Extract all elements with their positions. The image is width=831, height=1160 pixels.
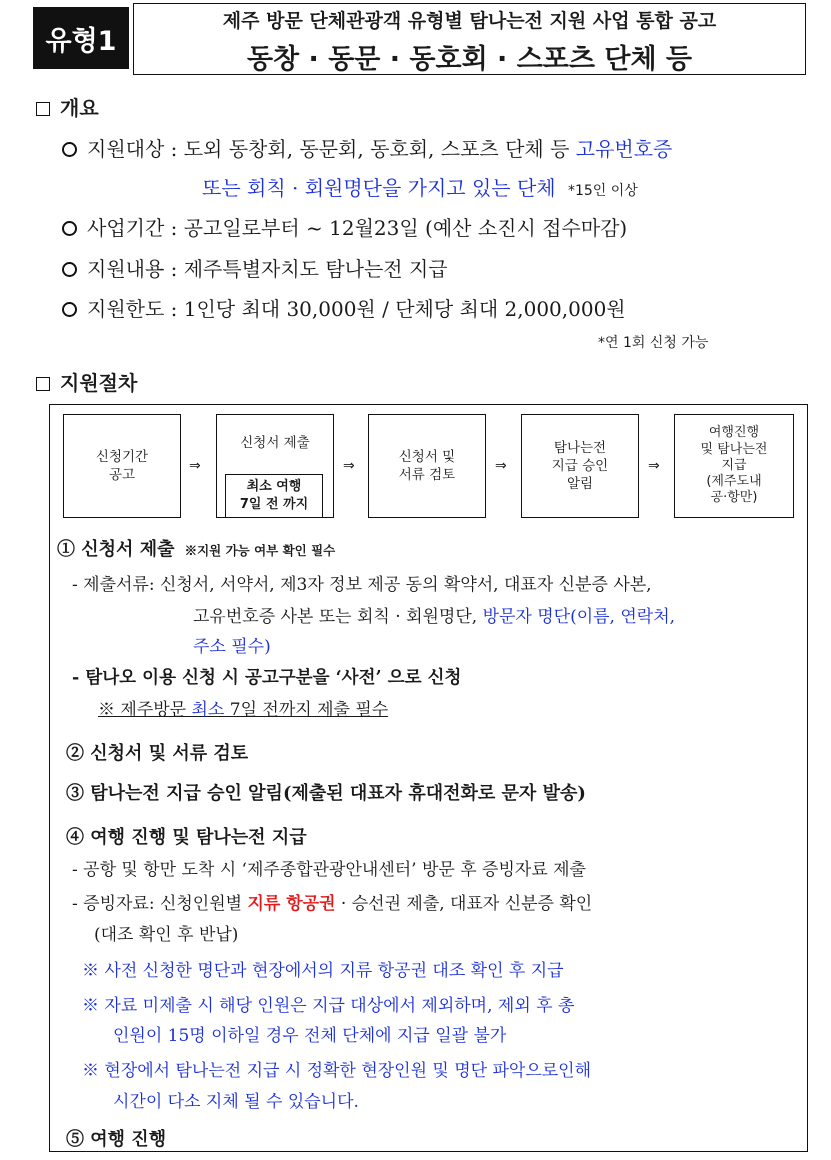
title-line2: 동창 · 동문 · 동호회 · 스포츠 단체 등 <box>246 44 693 75</box>
note3-line-a: ※ 현장에서 탐나는전 지급 시 정확한 현장인원 및 명단 파악으로인해 <box>82 1061 592 1081</box>
flow-step-4 <box>521 414 639 518</box>
target-highlight-a: 고유번호증 <box>575 137 673 161</box>
circle-bullet-icon <box>62 262 77 277</box>
step4-heading: ④ 여행 진행 및 탐나는전 지급 <box>66 827 307 848</box>
docs-line-b <box>193 602 675 627</box>
flow-step-2-label: 신청서 제출 <box>240 434 310 451</box>
step1-title: ① 신청서 제출 <box>57 539 175 560</box>
procedure-heading <box>36 367 137 396</box>
docs-line-b-blue: 방문자 명단(이름, 연락처, <box>482 607 676 627</box>
flow-step-2-sub-label: 최소 여행 7일 전 까지 <box>239 479 309 512</box>
square-bullet-icon <box>36 102 50 116</box>
content-text: 지원내용 : 제주특별자치도 탐나는전 지급 <box>87 257 448 281</box>
proof-line <box>72 889 592 914</box>
flow-step-1-label: 신청기간 공고 <box>95 448 149 483</box>
proof-text-b: · 승선권 제출, 대표자 신분증 확인 <box>335 894 593 914</box>
note3-line-b: 시간이 다소 지체 될 수 있습니다. <box>113 1092 359 1112</box>
step2-heading: ② 신청서 및 서류 검토 <box>66 743 249 764</box>
target-note: *15인 이상 <box>567 183 638 199</box>
flow-step-5-label: 여행진행 및 탐나는전 지급 (제주도내 공·항만) <box>700 425 768 506</box>
target-row-cont <box>202 172 638 201</box>
target-row <box>62 133 672 162</box>
note2-line-b: 인원이 15명 이하일 경우 전체 단체에 지급 일괄 불가 <box>113 1026 507 1046</box>
flow-step-2-sub <box>225 474 323 518</box>
step3-heading: ③ 탐나는전 지급 승인 알림(제출된 대표자 휴대전화로 문자 발송) <box>66 783 586 804</box>
proof-red: 지류 항공권 <box>247 894 336 914</box>
tamnao-line: - 탐나오 이용 신청 시 공고구분을 ‘사전’ 으로 신청 <box>72 668 462 688</box>
type-badge: 유형1 <box>33 7 129 69</box>
circle-bullet-icon <box>62 142 77 157</box>
docs-line-c: 주소 필수) <box>193 637 271 657</box>
content-row <box>62 253 448 282</box>
deadline-line <box>98 695 388 720</box>
overview-heading <box>36 92 99 121</box>
target-highlight-b: 또는 회칙 · 회원명단을 가지고 있는 단체 <box>202 176 556 200</box>
proof-line-c: (대조 확인 후 반납) <box>94 925 239 945</box>
circle-bullet-icon <box>62 302 77 317</box>
flow-arrow-3: ⇒ <box>495 458 507 474</box>
note2-line-a: ※ 자료 미제출 시 해당 인원은 지급 대상에서 제외하며, 제외 후 총 <box>82 996 575 1016</box>
visit-line: - 공항 및 항만 도착 시 ‘제주종합관광안내센터’ 방문 후 증빙자료 제출 <box>72 860 586 880</box>
deadline-blue: 최소 <box>191 700 225 720</box>
limit-row <box>62 293 626 322</box>
procedure-heading-text: 지원절차 <box>60 371 138 395</box>
note1-line: ※ 사전 신청한 명단과 현장에서의 지류 항공권 대조 확인 후 지급 <box>82 961 564 981</box>
flow-arrow-2: ⇒ <box>343 458 355 474</box>
target-label: 지원대상 : 도외 동창회, 동문회, 동호회, 스포츠 단체 등 <box>87 137 576 161</box>
title-line1: 제주 방문 단체관광객 유형별 탐나는전 지원 사업 통합 공고 <box>222 10 717 32</box>
period-text: 사업기간 : 공고일로부터 ~ 12월23일 (예산 소진시 접수마감) <box>87 216 628 240</box>
flow-step-3-label: 신청서 및 서류 검토 <box>398 448 456 483</box>
limit-note: *연 1회 신청 가능 <box>598 335 709 351</box>
flow-step-5 <box>674 414 794 518</box>
flow-step-4-label: 탐나는전 지급 승인 알림 <box>551 439 609 493</box>
proof-text-a: - 증빙자료: 신청인원별 <box>72 894 248 914</box>
circle-bullet-icon <box>62 221 77 236</box>
limit-text: 지원한도 : 1인당 최대 30,000원 / 단체당 최대 2,000,000원 <box>87 297 626 321</box>
flow-arrow-4: ⇒ <box>648 458 660 474</box>
step5-heading: ⑤ 여행 진행 <box>66 1129 167 1150</box>
docs-line-a: - 제출서류: 신청서, 서약서, 제3자 정보 제공 동의 확약서, 대표자 신분증 사본, <box>72 575 652 595</box>
step1-note: ※지원 가능 여부 확인 필수 <box>184 543 336 558</box>
flow-arrow-1: ⇒ <box>189 458 201 474</box>
flow-step-1 <box>63 414 181 518</box>
deadline-text-a: ※ 제주방문 <box>98 700 192 720</box>
docs-line-b-text: 고유번호증 사본 또는 회칙 · 회원명단, <box>193 607 483 627</box>
flow-step-3 <box>368 414 486 518</box>
step1-heading <box>57 535 335 561</box>
period-row <box>62 212 627 241</box>
overview-heading-text: 개요 <box>60 96 99 120</box>
deadline-text-b: 7일 전까지 제출 필수 <box>224 700 389 720</box>
square-bullet-icon <box>36 377 50 391</box>
